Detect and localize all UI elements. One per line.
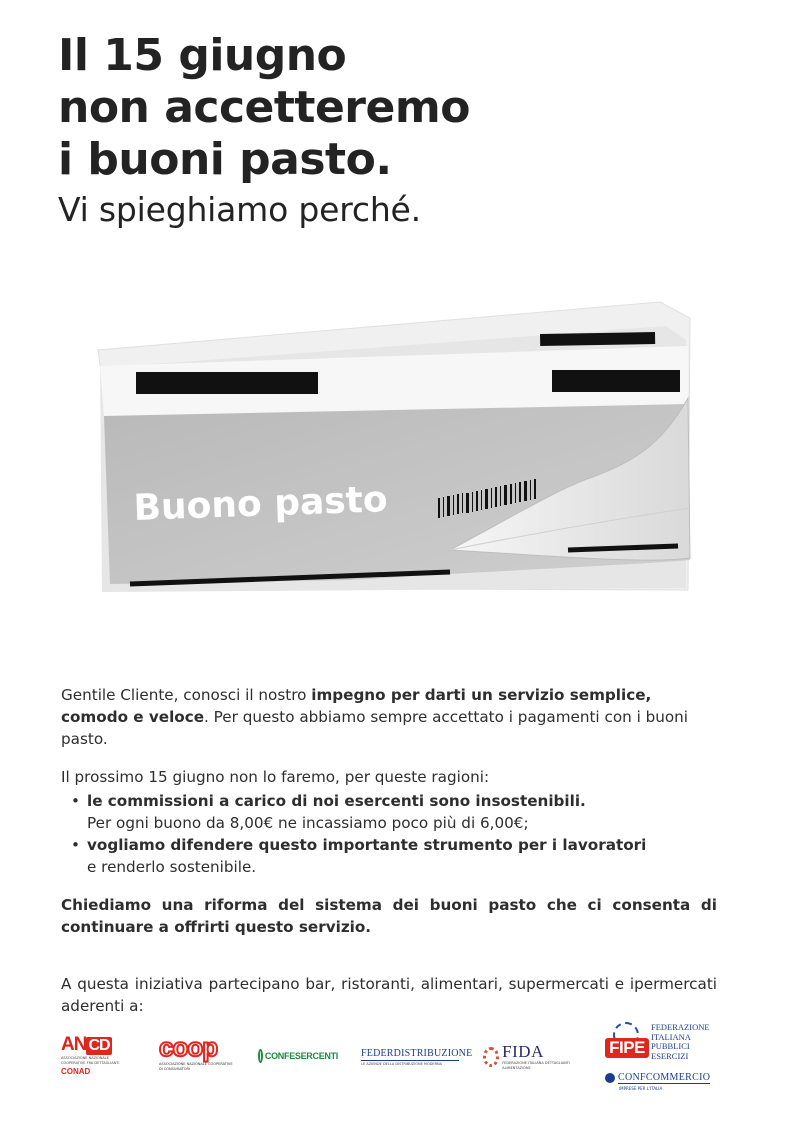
fipe-confcommercio-logo (601, 1020, 711, 1098)
bullet-dot: • (71, 792, 80, 810)
bullet-2-detail: e renderlo sostenibile. (87, 858, 257, 876)
fipe-emblem-icon (605, 1022, 647, 1064)
confesercenti-icon (258, 1049, 263, 1063)
bullet-dot: • (71, 836, 80, 854)
fipe-line-2: ITALIANA (651, 1031, 691, 1042)
meal-ticket-illustration (90, 288, 700, 618)
coop-text: coop (159, 1032, 218, 1062)
intro-text-c: . Per questo abbiamo sempre accettato i pagamenti con i buoni pasto. (61, 708, 689, 748)
intro-text-bold: impegno per darti un servizio semplice, comodo e veloce (61, 686, 652, 726)
fipe-line-1: FEDERAZIONE (651, 1022, 710, 1032)
ancd-tagline: ASSOCIAZIONE NAZIONALE COOPERATIVE FRA DETTAGLIANTI (61, 1056, 120, 1065)
ancd-text-b: CD (88, 1037, 110, 1054)
fipe-line-3: PUBBLICI (651, 1041, 690, 1051)
bullet-2-bold: vogliamo difendere questo importante strumento per i lavoratori (87, 836, 647, 854)
paragraph-intro (61, 684, 717, 750)
headline-line-2: non accetteremo (58, 82, 470, 133)
partner-logos (55, 1020, 755, 1110)
subheadline: Vi spieghiamo perché. (58, 190, 421, 229)
redact-bar-left (136, 372, 318, 394)
fipe-line-4: ESERCIZI (651, 1050, 689, 1061)
ancd-text-a: AN (61, 1034, 87, 1055)
federdistribuzione-text: FEDERDISTRIBUZIONE (361, 1048, 473, 1059)
headline-line-1: Il 15 giugno (58, 30, 347, 81)
bullet-2 (61, 834, 717, 878)
body-text (61, 684, 717, 1017)
headline (58, 30, 758, 232)
paragraph-participants: A questa iniziativa partecipano bar, ristoranti, alimentari, supermercati e ipermercati aderenti a: (61, 975, 717, 1015)
back-ticket-bar (540, 332, 655, 346)
fipe-full-name (651, 1023, 710, 1061)
bullet-1 (61, 790, 717, 834)
paragraph-request: Chiediamo una riforma del sistema dei buoni pasto che ci consenta di continuare a offrirti questo servizio. (61, 896, 717, 936)
redact-bar-right (552, 370, 680, 392)
confcommercio-logo (605, 1072, 715, 1084)
fida-text: FIDA (502, 1042, 544, 1061)
confesercenti-text: CONFESERCENTI (264, 1051, 338, 1061)
confcommercio-icon (605, 1073, 615, 1083)
fida-tagline: FEDERAZIONE ITALIANA DETTAGLIANTI ALIMENTAZIONE (502, 1061, 570, 1070)
bullet-1-bold: le commissioni a carico di noi esercenti sono insostenibili. (87, 792, 586, 810)
intro-text-a: Gentile Cliente, conosci il nostro (61, 686, 312, 704)
fida-logo (483, 1042, 573, 1072)
headline-line-3: i buoni pasto. (58, 134, 392, 185)
confcommercio-tagline: IMPRESE PER L'ITALIA (619, 1086, 663, 1091)
ancd-conad-logo (61, 1034, 131, 1080)
conad-text: CONAD (61, 1067, 91, 1076)
confcommercio-text: CONFCOMMERCIO (618, 1072, 711, 1083)
bullet-1-detail: Per ogni buono da 8,00€ ne incassiamo poco più di 6,00€; (87, 814, 529, 832)
ticket-label: Buono pasto (132, 479, 389, 529)
paragraph-reasons: Il prossimo 15 giugno non lo faremo, per queste ragioni: (61, 768, 490, 786)
fipe-text: FIPE (605, 1038, 649, 1058)
confesercenti-logo (258, 1044, 338, 1068)
coop-logo (159, 1034, 233, 1080)
coop-tagline: ASSOCIAZIONE NAZIONALE COOPERATIVE DI CONSUMATORI (159, 1062, 233, 1071)
fida-icon (483, 1047, 499, 1067)
federdistribuzione-tagline: LE AZIENDE DELLA DISTRIBUZIONE MODERNA (361, 1062, 443, 1066)
federdistribuzione-logo (361, 1048, 473, 1070)
